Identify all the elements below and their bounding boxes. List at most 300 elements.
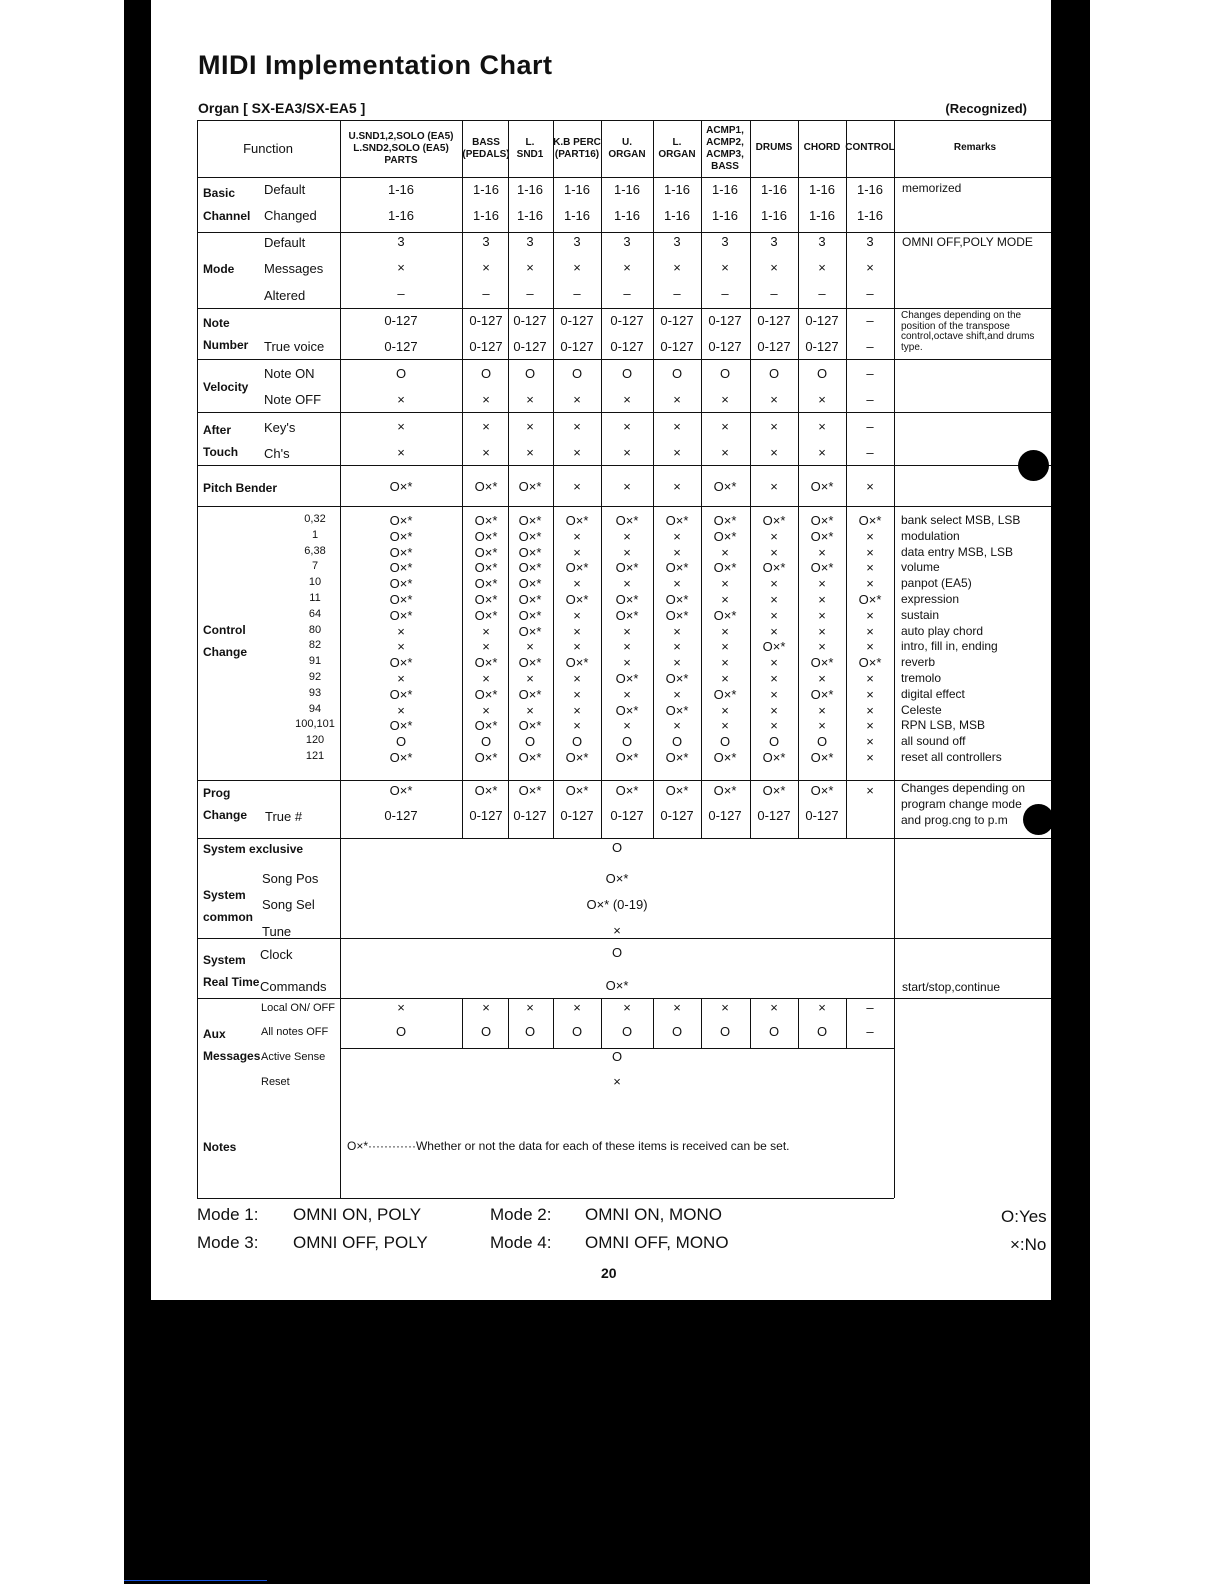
cc-value: O×* — [810, 655, 834, 671]
cc-value: × — [866, 639, 874, 655]
cc-value: O×* — [615, 513, 639, 528]
cc-remark: Celeste — [901, 702, 942, 717]
mode-default-value: 3 — [818, 234, 826, 249]
mode-default-value: 3 — [866, 234, 874, 249]
mode3-label: Mode 3: — [197, 1233, 259, 1252]
cc-number: 1 — [311, 528, 319, 541]
mode-default-value: 3 — [526, 234, 534, 249]
velocity-note-off-value: × — [526, 392, 534, 407]
mode4-value: OMNI OFF, MONO — [585, 1233, 729, 1252]
prog-change-label: Change — [203, 808, 248, 822]
cc-value: × — [818, 623, 826, 639]
reset-value: × — [613, 1074, 621, 1089]
cc-remark: RPN LSB, MSB — [901, 718, 986, 733]
cc-value: × — [818, 671, 826, 686]
prog-true-value: 0-127 — [757, 808, 791, 823]
note-number-value: 0-127 — [660, 313, 694, 328]
cc-value: × — [770, 607, 778, 623]
note-remark: Changes depending on the position of the transpose control,octave shift,and drums type. — [901, 310, 1035, 353]
cc-value: × — [866, 576, 874, 592]
cc-value: × — [482, 702, 490, 718]
chord-header: CHORD — [803, 142, 841, 153]
cc-value: × — [721, 576, 729, 592]
cc-remark: reset all controllers — [901, 750, 1002, 764]
table-rule — [197, 232, 1051, 233]
cc-value: O×* — [858, 513, 882, 528]
cc-value: O×* — [474, 750, 498, 765]
prog-true-value: 0-127 — [708, 808, 742, 823]
function-header: Function — [243, 141, 293, 156]
cc-value: × — [526, 702, 534, 718]
cc-value: O×* — [389, 750, 413, 765]
table-rule — [197, 465, 1051, 466]
cc-value: O×* — [615, 702, 639, 718]
cc-value: × — [770, 544, 778, 560]
system-common-label: System — [203, 888, 246, 902]
velocity-note-on-label: Note ON — [264, 366, 315, 381]
cc-value: × — [673, 718, 681, 734]
local-on-off-value: × — [573, 1000, 581, 1015]
basic-default-value: 1-16 — [711, 182, 739, 197]
midi-implementation-table — [197, 120, 1051, 1200]
drums-header: DRUMS — [755, 142, 793, 153]
cc-value: × — [623, 686, 631, 702]
cc-value: O×* — [518, 544, 542, 560]
mode1-label: Mode 1: — [197, 1205, 259, 1224]
link-underline — [124, 1580, 267, 1581]
cc-value: O×* — [518, 655, 542, 671]
cc-value: O×* — [518, 623, 542, 639]
cc-number: 7 — [311, 560, 319, 573]
basic-remark: memorized — [902, 181, 962, 195]
velocity-note-on-value: O — [671, 366, 683, 381]
change-label: Change — [203, 645, 248, 659]
cc-number: 64 — [308, 607, 322, 620]
cc-value: O×* — [810, 686, 834, 702]
table-rule — [197, 506, 1051, 507]
cc-value: × — [673, 623, 681, 639]
table-rule — [197, 308, 1051, 309]
cc-value: × — [573, 686, 581, 702]
prog-true-value: 0-127 — [610, 808, 644, 823]
cc-remark: sustain — [901, 607, 940, 622]
all-notes-off-value: O — [571, 1024, 583, 1039]
document-page — [151, 0, 1051, 1300]
acmp-header-line: ACMP1, — [706, 124, 744, 136]
table-rule — [750, 998, 751, 1048]
cc-value: O×* — [474, 576, 498, 592]
cc-value: × — [526, 639, 534, 655]
cc-value: O×* — [474, 718, 498, 734]
mode-messages-value: × — [623, 260, 631, 275]
uorgan-header-line: ORGAN — [608, 148, 646, 160]
cc-value: O×* — [518, 718, 542, 734]
system-realtime-label-2: Real Time — [203, 975, 260, 989]
aftertouch-keys-value: × — [573, 419, 581, 434]
cc-remark: expression — [901, 592, 960, 606]
cc-value: × — [866, 750, 874, 765]
table-rule — [846, 120, 847, 838]
system-common-label-2: common — [203, 910, 254, 924]
aftertouch-keys-value: × — [721, 419, 729, 434]
cc-value: O×* — [615, 592, 639, 607]
note-true-voice-value: 0-127 — [610, 339, 644, 354]
prog-true-value: 0-127 — [560, 808, 594, 823]
prog-change-value: O×* — [518, 783, 542, 798]
cc-value: × — [818, 576, 826, 592]
cc-value: O — [768, 734, 780, 750]
cc-value: O×* — [389, 592, 413, 607]
cc-value: × — [397, 639, 405, 655]
local-on-off-label: Local ON/ OFF — [261, 1002, 335, 1014]
table-rule — [601, 120, 602, 838]
acmp-header-line: ACMP2, — [706, 136, 744, 148]
mode-altered-value: – — [673, 286, 681, 301]
cc-value: O×* — [389, 544, 413, 560]
cc-value: O×* — [474, 655, 498, 671]
prog-label: Prog — [203, 786, 231, 800]
cc-value: O×* — [389, 560, 413, 576]
basic-changed-value: 1-16 — [516, 208, 544, 223]
cc-remark: all sound off — [901, 734, 966, 749]
cc-value: × — [866, 623, 874, 639]
cc-remark: auto play chord — [901, 623, 984, 638]
table-rule — [197, 177, 1051, 178]
cc-value: × — [573, 623, 581, 639]
aftertouch-keys-label: Key's — [264, 420, 296, 435]
all-notes-off-value: O — [719, 1024, 731, 1039]
clock-value: O — [611, 945, 623, 960]
cc-value: O×* — [615, 607, 639, 623]
basic-default-value: 1-16 — [613, 182, 641, 197]
punch-hole-mark — [1018, 450, 1049, 481]
cc-value: × — [721, 623, 729, 639]
aftertouch-chs-value: × — [482, 445, 490, 460]
prog-true-value: 0-127 — [805, 808, 839, 823]
cc-value: × — [818, 702, 826, 718]
table-rule — [462, 120, 463, 838]
cc-number: 0,32 — [304, 513, 326, 525]
song-sel-label: Song Sel — [262, 897, 315, 912]
prog-change-value: O×* — [810, 783, 834, 798]
cc-value: O×* — [389, 655, 413, 671]
cc-value: × — [866, 686, 874, 702]
table-rule — [653, 120, 654, 838]
cc-value: × — [866, 671, 874, 686]
aftertouch-keys-value: × — [397, 419, 405, 434]
note-number-value: 0-127 — [469, 313, 503, 328]
table-rule — [601, 998, 602, 1048]
cc-value: × — [573, 544, 581, 560]
cc-value: O×* — [518, 592, 542, 607]
aftertouch-chs-value: × — [397, 445, 405, 460]
cc-value: × — [573, 639, 581, 655]
table-rule — [197, 359, 1051, 360]
mode-label: Mode — [203, 262, 235, 276]
cc-value: × — [573, 607, 581, 623]
mode-altered-value: – — [866, 286, 874, 301]
song-sel-value: O×* (0-19) — [586, 897, 648, 912]
basic-default-value: 1-16 — [563, 182, 591, 197]
mode-altered-value: – — [818, 286, 826, 301]
cc-remark: panpot (EA5) — [901, 576, 972, 591]
pitch-bender-value: O×* — [389, 479, 413, 494]
cc-remark: data entry MSB, LSB — [901, 544, 1014, 559]
cc-number: 10 — [308, 576, 322, 589]
mode-altered-value: – — [526, 286, 534, 301]
cc-value: O×* — [389, 576, 413, 592]
cc-value: O×* — [615, 750, 639, 765]
mode-default-value: 3 — [770, 234, 778, 249]
uorgan-header-line: U. — [622, 136, 632, 148]
cc-number: 120 — [305, 734, 325, 747]
mode1-value: OMNI ON, POLY — [293, 1205, 422, 1224]
aftertouch-keys-value: × — [673, 419, 681, 434]
aftertouch-chs-value: × — [573, 445, 581, 460]
table-rule — [798, 998, 799, 1048]
cc-value: × — [770, 623, 778, 639]
prog-remark-line: and prog.cng to p.m — [901, 813, 1008, 827]
cc-value: O×* — [762, 560, 786, 576]
prog-change-value: O×* — [565, 783, 589, 798]
table-rule — [750, 120, 751, 838]
cc-number: 94 — [308, 702, 322, 715]
note-number-value: 0-127 — [560, 313, 594, 328]
aux-label: Aux — [203, 1027, 226, 1041]
system-realtime-label: System — [203, 953, 246, 967]
aftertouch-chs-value: × — [623, 445, 631, 460]
note-number-value: 0-127 — [805, 313, 839, 328]
prog-change-value: O×* — [615, 783, 639, 798]
cc-value: O×* — [474, 513, 498, 528]
cc-value: O×* — [665, 607, 689, 623]
cc-value: O×* — [389, 718, 413, 734]
local-on-off-value: × — [397, 1000, 405, 1015]
cc-value: O — [719, 734, 731, 750]
organ-model-heading: Organ [ SX-EA3/SX-EA5 ] — [198, 100, 366, 116]
local-on-off-value: × — [482, 1000, 490, 1015]
prog-change-value: O×* — [665, 783, 689, 798]
velocity-note-off-value: × — [397, 392, 405, 407]
mode-default-value: 3 — [482, 234, 490, 249]
cc-number: 80 — [308, 623, 322, 636]
all-notes-off-value: O — [768, 1024, 780, 1039]
cc-value: O×* — [810, 528, 834, 544]
mode-messages-value: × — [721, 260, 729, 275]
all-notes-off-value: O — [395, 1024, 407, 1039]
mode-default-value: 3 — [397, 234, 405, 249]
note-true-voice-value: 0-127 — [708, 339, 742, 354]
cc-value: O×* — [810, 560, 834, 576]
velocity-note-on-value: O — [621, 366, 633, 381]
basic-changed-value: 1-16 — [563, 208, 591, 223]
basic-default-label: Default — [264, 182, 306, 197]
mode-default-value: 3 — [573, 234, 581, 249]
table-rule — [197, 998, 1051, 999]
cc-remark: modulation — [901, 528, 960, 543]
aftertouch-chs-value: × — [770, 445, 778, 460]
system-exclusive-label: System exclusive — [203, 842, 304, 856]
cc-value: O×* — [518, 607, 542, 623]
control-label: Control — [203, 623, 246, 637]
table-rule — [197, 1198, 894, 1199]
velocity-note-on-value: O — [571, 366, 583, 381]
all-notes-off-value: O — [524, 1024, 536, 1039]
note-true-voice-value: – — [866, 339, 874, 354]
cc-value: × — [623, 576, 631, 592]
table-rule — [197, 838, 1051, 839]
local-on-off-value: × — [673, 1000, 681, 1015]
cc-value: O — [621, 734, 633, 750]
control-header: CONTROL — [845, 142, 895, 153]
prog-change-value: O×* — [389, 783, 413, 798]
table-rule — [508, 998, 509, 1048]
cc-value: × — [397, 702, 405, 718]
lsnd1-header-line: L. — [525, 136, 535, 148]
tune-label: Tune — [262, 924, 292, 939]
cc-value: O×* — [474, 544, 498, 560]
cc-value: O×* — [565, 513, 589, 528]
local-on-off-value: × — [721, 1000, 729, 1015]
bass-header-line: (PEDALS) — [462, 148, 510, 160]
cc-value: O×* — [762, 639, 786, 655]
touch-label: Touch — [203, 445, 239, 459]
prog-change-value: O×* — [762, 783, 786, 798]
note-true-voice-value: 0-127 — [513, 339, 547, 354]
local-on-off-value: × — [818, 1000, 826, 1015]
cc-value: × — [866, 718, 874, 734]
mode-messages-value: × — [482, 260, 490, 275]
recognized-label: (Recognized) — [945, 101, 1027, 116]
velocity-note-on-value: O — [719, 366, 731, 381]
cc-number: 6,38 — [304, 544, 326, 557]
cc-value: × — [818, 607, 826, 623]
cc-value: × — [770, 655, 778, 671]
cc-value: × — [623, 639, 631, 655]
song-pos-value: O×* — [605, 871, 629, 886]
cc-value: × — [673, 544, 681, 560]
velocity-note-off-value: × — [482, 392, 490, 407]
basic-default-value: 1-16 — [808, 182, 836, 197]
pitch-bender-value: × — [573, 479, 581, 494]
cc-value: × — [818, 592, 826, 607]
cc-remark: intro, fill in, ending — [901, 639, 998, 654]
note-number-value: 0-127 — [610, 313, 644, 328]
note-number-value: 0-127 — [384, 313, 418, 328]
aftertouch-chs-value: – — [866, 445, 874, 460]
lsnd1-header-line: SND1 — [516, 148, 544, 160]
pitch-bender-value: × — [673, 479, 681, 494]
mode-default-value: 3 — [623, 234, 631, 249]
velocity-note-off-value: × — [673, 392, 681, 407]
table-rule — [462, 998, 463, 1048]
cc-value: O — [671, 734, 683, 750]
cc-value: O — [571, 734, 583, 750]
cc-value: O×* — [518, 560, 542, 576]
cc-value: × — [673, 528, 681, 544]
aftertouch-chs-value: × — [721, 445, 729, 460]
aftertouch-chs-label: Ch's — [264, 446, 290, 461]
local-on-off-value: – — [866, 1000, 874, 1015]
pitch-bender-label: Pitch Bender — [203, 481, 278, 495]
basic-default-value: 1-16 — [472, 182, 500, 197]
cc-value: O×* — [474, 560, 498, 576]
cc-number: 93 — [308, 686, 322, 699]
velocity-note-off-value: × — [721, 392, 729, 407]
prog-remark-line: program change mode — [901, 797, 1022, 811]
cc-number: 100,101 — [295, 718, 335, 731]
aftertouch-chs-value: × — [673, 445, 681, 460]
lorgan-header-line: L. — [672, 136, 682, 148]
mode2-value: OMNI ON, MONO — [585, 1205, 722, 1224]
pitch-bender-value: × — [770, 479, 778, 494]
cc-number: 91 — [308, 655, 322, 668]
cc-value: × — [866, 734, 874, 750]
mode-altered-value: – — [482, 286, 490, 301]
cc-value: O — [816, 734, 828, 750]
pitch-bender-value: O×* — [518, 479, 542, 494]
basic-changed-value: 1-16 — [808, 208, 836, 223]
mode4-label: Mode 4: — [490, 1233, 552, 1252]
table-rule — [701, 120, 702, 838]
legend-no: ×:No — [1010, 1235, 1047, 1254]
cc-value: × — [573, 671, 581, 686]
basic-changed-value: 1-16 — [856, 208, 884, 223]
prog-change-value: O×* — [713, 783, 737, 798]
cc-value: O — [480, 734, 492, 750]
basic-changed-value: 1-16 — [760, 208, 788, 223]
legend-yes: O:Yes — [1001, 1207, 1047, 1226]
velocity-note-off-label: Note OFF — [264, 392, 322, 407]
cc-value: O×* — [474, 686, 498, 702]
all-notes-off-value: O — [621, 1024, 633, 1039]
mode-default-label: Default — [264, 235, 306, 250]
cc-value: × — [866, 560, 874, 576]
all-notes-off-value: O — [671, 1024, 683, 1039]
commands-label: Commands — [260, 979, 327, 994]
note-number-value: 0-127 — [513, 313, 547, 328]
mode-messages-label: Messages — [264, 261, 324, 276]
cc-value: O×* — [713, 513, 737, 528]
aftertouch-keys-value: × — [526, 419, 534, 434]
basic-default-value: 1-16 — [516, 182, 544, 197]
lorgan-header-line: ORGAN — [658, 148, 696, 160]
cc-value: O×* — [810, 750, 834, 765]
cc-value: × — [573, 576, 581, 592]
cc-value: × — [573, 718, 581, 734]
cc-value: × — [770, 686, 778, 702]
cc-number: 82 — [308, 639, 322, 652]
kbperc-header-line: (PART16) — [554, 148, 600, 160]
cc-value: × — [673, 686, 681, 702]
basic-default-value: 1-16 — [387, 182, 415, 197]
song-pos-label: Song Pos — [262, 871, 319, 886]
cc-value: × — [623, 718, 631, 734]
note-true-voice-label: True voice — [264, 339, 325, 354]
basic-default-value: 1-16 — [663, 182, 691, 197]
mode-altered-label: Altered — [264, 288, 306, 303]
mode3-value: OMNI OFF, POLY — [293, 1233, 428, 1252]
all-notes-off-value: O — [480, 1024, 492, 1039]
reset-label: Reset — [261, 1076, 290, 1088]
cc-value: O×* — [565, 592, 589, 607]
cc-remark: tremolo — [901, 671, 942, 685]
basic-label: Basic — [203, 186, 236, 200]
prog-true-label: True # — [265, 809, 303, 824]
table-rule — [894, 120, 895, 1198]
velocity-note-off-value: – — [866, 392, 874, 407]
cc-value: O×* — [615, 560, 639, 576]
